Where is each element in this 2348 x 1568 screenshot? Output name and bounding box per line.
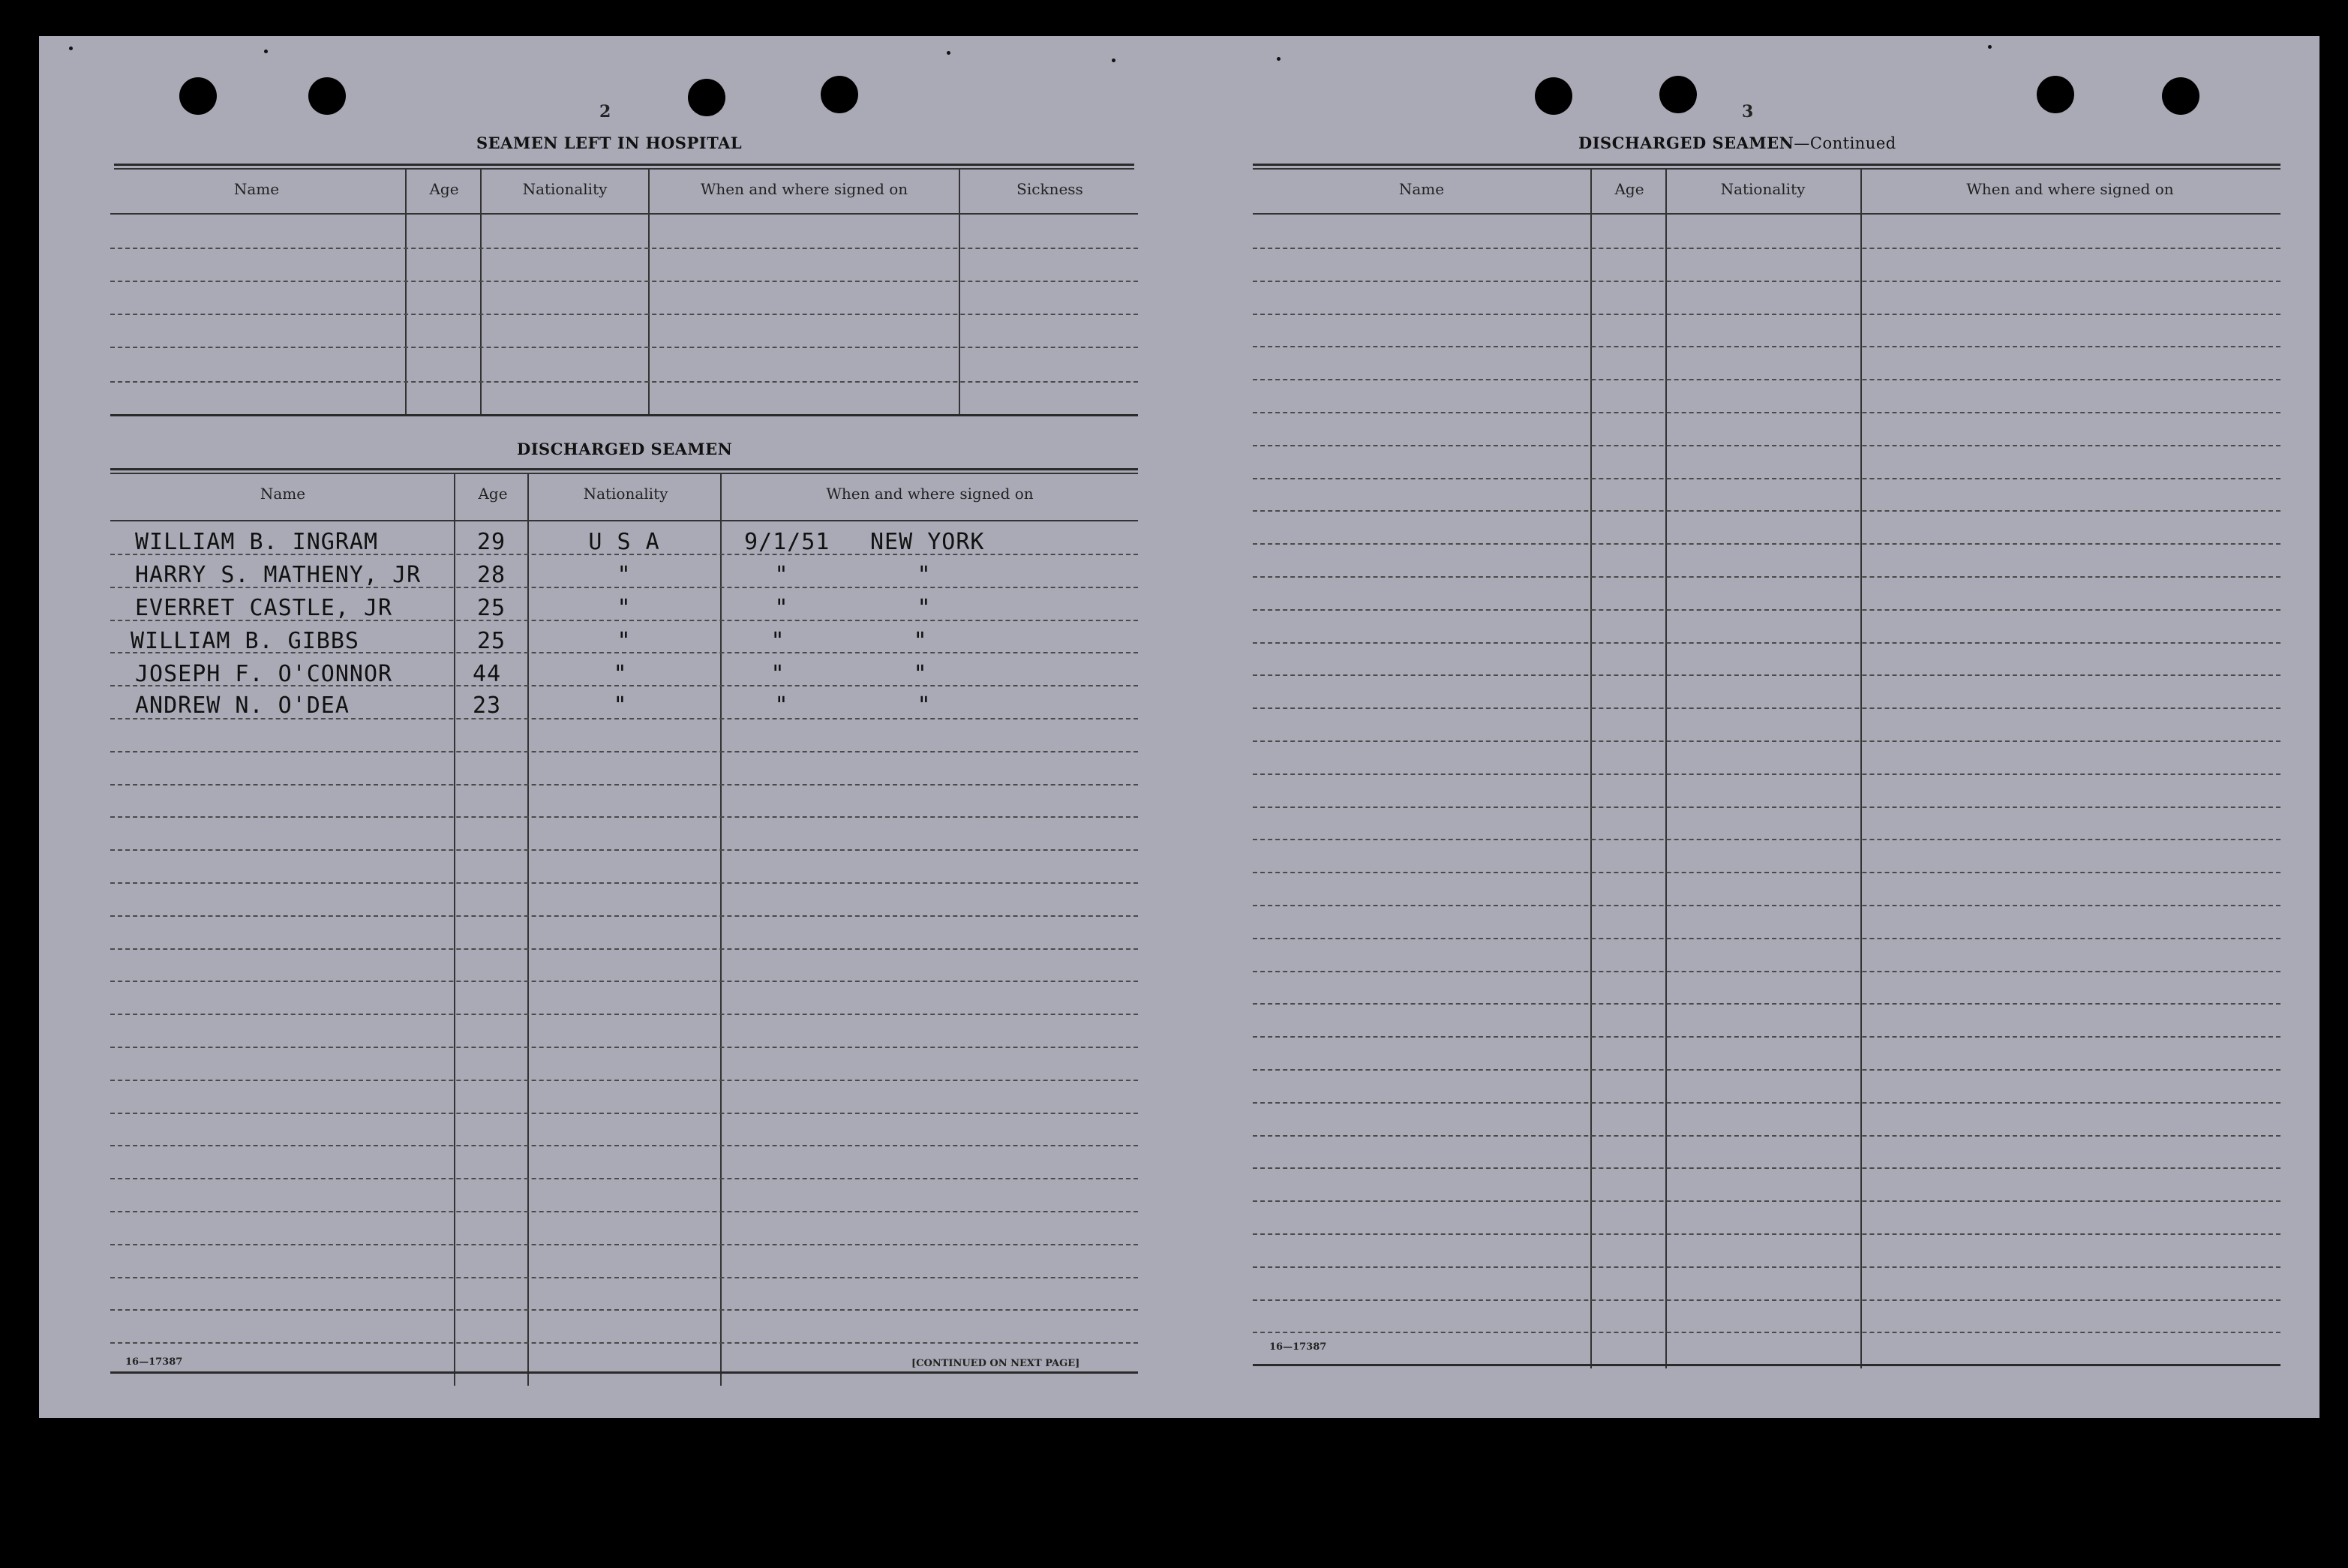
table-row-line xyxy=(1253,938,2280,939)
dust-speck xyxy=(1112,59,1115,62)
column-divider xyxy=(1860,168,1862,1368)
column-divider xyxy=(1665,168,1667,1368)
table-row-line xyxy=(1253,543,2280,545)
dust-speck xyxy=(947,51,950,55)
signed-on-place: " xyxy=(917,562,932,588)
table-row-line xyxy=(110,948,1138,950)
column-header-age: Age xyxy=(429,180,459,198)
table-rule xyxy=(110,414,1138,416)
column-header-nationality: Nationality xyxy=(522,180,608,198)
table-row-line xyxy=(1253,346,2280,347)
table-row-line xyxy=(110,1244,1138,1245)
page-number-left: 2 xyxy=(599,102,611,122)
table-row-line xyxy=(1253,609,2280,611)
title-suffix: —Continued xyxy=(1794,134,1896,152)
punch-hole xyxy=(1659,76,1697,113)
column-divider xyxy=(454,473,455,1386)
punch-hole xyxy=(1535,77,1572,115)
column-divider xyxy=(648,168,650,416)
table-row-line xyxy=(110,1309,1138,1311)
seaman-nationality: " xyxy=(617,595,632,621)
seaman-name: EVERRET CASTLE, JR xyxy=(135,595,393,621)
table-row-line xyxy=(110,784,1138,786)
table-row-line xyxy=(110,1178,1138,1179)
table-row-line xyxy=(1253,807,2280,808)
seaman-name: ANDREW N. O'DEA xyxy=(135,692,350,719)
form-number-left: 16—17387 xyxy=(125,1356,183,1368)
table-rule xyxy=(114,164,1134,166)
table-rule xyxy=(110,213,1138,215)
dust-speck xyxy=(1988,45,1992,49)
table-row-line xyxy=(1253,1332,2280,1333)
column-divider xyxy=(527,473,529,1386)
table-row-line xyxy=(1253,1036,2280,1038)
column-header-name: Name xyxy=(260,485,306,503)
column-header-age: Age xyxy=(478,485,508,503)
signed-on-date: " xyxy=(770,661,785,687)
signed-on-date: " xyxy=(774,562,789,588)
table-rule xyxy=(1253,213,2280,215)
document-sheet xyxy=(39,36,2319,1418)
signed-on-date: " xyxy=(770,628,785,654)
signed-on-date: " xyxy=(774,595,789,621)
seaman-nationality: " xyxy=(617,628,632,654)
table-row-line xyxy=(1253,740,2280,742)
dust-speck xyxy=(264,50,268,53)
table-row-line xyxy=(110,1080,1138,1081)
table-row-line xyxy=(1253,773,2280,775)
table-row-line xyxy=(1253,1135,2280,1137)
seaman-name: JOSEPH F. O'CONNOR xyxy=(135,661,393,687)
column-header-sickness: Sickness xyxy=(1016,180,1083,198)
signed-on-place: " xyxy=(913,661,928,687)
dust-speck xyxy=(1277,57,1281,61)
table-row-line xyxy=(1253,510,2280,512)
signed-on-place: " xyxy=(917,692,932,719)
title-main: DISCHARGED SEAMEN xyxy=(1578,134,1794,152)
signed-on-place: " xyxy=(913,628,928,654)
table-row-line xyxy=(1253,248,2280,249)
signed-on-date: " xyxy=(774,692,789,719)
discharged-continued-title xyxy=(1578,134,1896,152)
table-row-line xyxy=(1253,642,2280,644)
table-row-line xyxy=(1253,707,2280,709)
table-row-line xyxy=(110,1145,1138,1146)
table-row-line xyxy=(110,248,1138,249)
continued-note: [CONTINUED ON NEXT PAGE] xyxy=(911,1358,1080,1369)
punch-hole xyxy=(688,79,725,116)
column-divider xyxy=(720,473,722,1386)
hospital-section-title: SEAMEN LEFT IN HOSPITAL xyxy=(476,134,743,152)
seaman-name: HARRY S. MATHENY, JR xyxy=(135,562,422,588)
table-row-line xyxy=(1253,839,2280,840)
column-header-nationality: Nationality xyxy=(1720,180,1806,198)
punch-hole xyxy=(821,76,858,113)
discharged-section-title: DISCHARGED SEAMEN xyxy=(517,440,733,458)
column-header-name: Name xyxy=(1398,180,1445,198)
table-row-line xyxy=(110,347,1138,348)
table-row-line xyxy=(1253,576,2280,578)
table-row-line xyxy=(110,915,1138,917)
table-rule xyxy=(110,473,1138,474)
table-row-line xyxy=(1253,478,2280,479)
table-row-line xyxy=(110,1047,1138,1048)
table-rule xyxy=(1253,164,2280,166)
column-divider xyxy=(405,168,407,416)
column-header-signed-on: When and where signed on xyxy=(826,485,1034,503)
punch-hole xyxy=(179,77,217,115)
column-header-name: Name xyxy=(233,180,280,198)
table-row-line xyxy=(110,882,1138,884)
seaman-age: 29 xyxy=(476,529,506,555)
table-row-line xyxy=(110,1014,1138,1015)
table-row-line xyxy=(110,1113,1138,1114)
table-row-line xyxy=(1253,1167,2280,1169)
table-row-line xyxy=(1253,674,2280,676)
table-rule xyxy=(110,1371,1138,1374)
table-rule xyxy=(110,520,1138,521)
table-row-line xyxy=(1253,905,2280,906)
seaman-age: 25 xyxy=(476,595,506,621)
seaman-age: 28 xyxy=(476,562,506,588)
dust-speck xyxy=(69,47,73,50)
table-row-line xyxy=(110,281,1138,282)
table-row-line xyxy=(1253,1233,2280,1235)
column-divider xyxy=(1590,168,1592,1368)
table-row-line xyxy=(1253,1102,2280,1104)
signed-on-place: NEW YORK xyxy=(870,529,985,555)
signed-on-date: 9/1/51 xyxy=(744,529,830,555)
table-row-line xyxy=(110,849,1138,851)
table-row-line xyxy=(110,1211,1138,1212)
table-rule xyxy=(114,168,1134,170)
table-row-line xyxy=(1253,314,2280,315)
punch-hole xyxy=(308,77,346,115)
seaman-nationality: " xyxy=(613,692,628,719)
table-row-line xyxy=(1253,1299,2280,1301)
table-row-line xyxy=(1253,872,2280,873)
column-header-nationality: Nationality xyxy=(583,485,668,503)
page-number-right: 3 xyxy=(1742,102,1754,122)
table-row-line xyxy=(1253,1069,2280,1071)
table-row-line xyxy=(1253,412,2280,413)
seaman-age: 25 xyxy=(476,628,506,654)
table-row-line xyxy=(110,751,1138,752)
table-row-line xyxy=(110,981,1138,982)
column-header-signed-on: When and where signed on xyxy=(1966,180,2174,198)
seaman-nationality: " xyxy=(613,661,628,687)
table-row-line xyxy=(110,1277,1138,1278)
seaman-name: WILLIAM B. GIBBS xyxy=(131,628,359,654)
table-row-line xyxy=(1253,445,2280,446)
form-number-right: 16—17387 xyxy=(1269,1341,1327,1353)
punch-hole xyxy=(2037,76,2074,113)
table-row-line xyxy=(110,314,1138,315)
column-header-signed-on: When and where signed on xyxy=(700,180,908,198)
table-row-line xyxy=(1253,379,2280,380)
signed-on-place: " xyxy=(917,595,932,621)
seaman-name: WILLIAM B. INGRAM xyxy=(135,529,379,555)
seaman-nationality: U S A xyxy=(588,529,660,555)
table-row-line xyxy=(1253,281,2280,282)
table-rule xyxy=(1253,168,2280,170)
column-header-age: Age xyxy=(1614,180,1644,198)
table-row-line xyxy=(110,816,1138,818)
table-row-line xyxy=(1253,1003,2280,1005)
table-row-line xyxy=(110,381,1138,383)
table-row-line xyxy=(1253,1266,2280,1268)
seaman-nationality: " xyxy=(617,562,632,588)
table-rule xyxy=(110,468,1138,470)
table-row-line xyxy=(1253,1200,2280,1202)
column-divider xyxy=(959,168,960,416)
table-rule xyxy=(1253,1364,2280,1366)
seaman-age: 44 xyxy=(472,661,502,687)
seaman-age: 23 xyxy=(472,692,502,719)
table-row-line xyxy=(1253,971,2280,972)
column-divider xyxy=(480,168,482,416)
table-row-line xyxy=(110,1342,1138,1344)
punch-hole xyxy=(2162,77,2199,115)
